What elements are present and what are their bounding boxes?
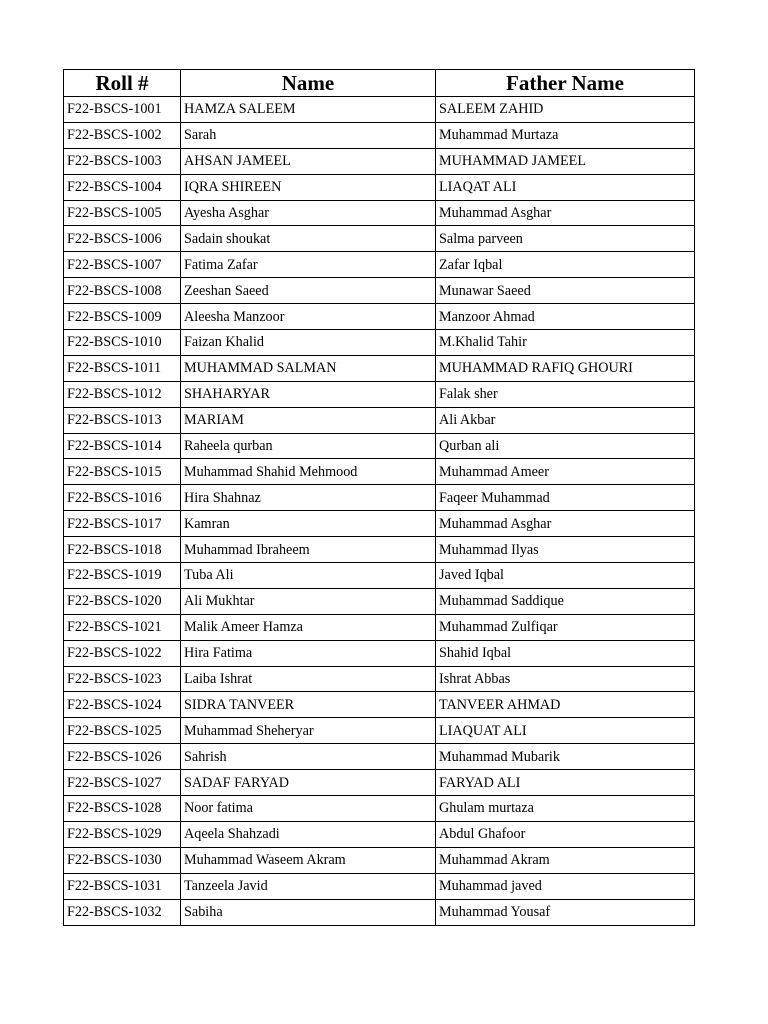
student-name-cell: Sabiha [181,899,436,925]
roll-number-cell: F22-BSCS-1011 [64,355,181,381]
father-name-cell: Abdul Ghafoor [436,821,695,847]
father-name-cell: Muhammad Yousaf [436,899,695,925]
table-row [64,821,695,847]
student-name-cell: SADAF FARYAD [181,770,436,796]
student-name-cell: Malik Ameer Hamza [181,614,436,640]
father-name-column-header: Father Name [436,70,695,97]
roll-number-cell: F22-BSCS-1028 [64,796,181,822]
table-row [64,640,695,666]
student-name-cell: Fatima Zafar [181,252,436,278]
roll-number-cell: F22-BSCS-1017 [64,511,181,537]
student-name-cell: SIDRA TANVEER [181,692,436,718]
roll-number-cell: F22-BSCS-1009 [64,304,181,330]
student-name-cell: Hira Shahnaz [181,485,436,511]
student-name-cell: Sarah [181,122,436,148]
roll-number-cell: F22-BSCS-1031 [64,873,181,899]
student-name-cell: Hira Fatima [181,640,436,666]
roll-number-cell: F22-BSCS-1008 [64,278,181,304]
roll-number-cell: F22-BSCS-1022 [64,640,181,666]
roll-number-cell: F22-BSCS-1010 [64,330,181,356]
roll-number-cell: F22-BSCS-1002 [64,122,181,148]
father-name-cell: Ishrat Abbas [436,666,695,692]
roll-number-cell: F22-BSCS-1013 [64,407,181,433]
father-name-cell: Muhammad Saddique [436,588,695,614]
table-row [64,511,695,537]
father-name-cell: Ali Akbar [436,407,695,433]
student-name-cell: SHAHARYAR [181,381,436,407]
student-name-cell: Muhammad Ibraheem [181,537,436,563]
roll-number-cell: F22-BSCS-1030 [64,847,181,873]
student-roster-table [63,69,695,926]
father-name-cell: Muhammad Zulfiqar [436,614,695,640]
table-row [64,381,695,407]
roll-number-cell: F22-BSCS-1027 [64,770,181,796]
student-name-cell: Muhammad Shahid Mehmood [181,459,436,485]
table-row [64,873,695,899]
father-name-cell: Falak sher [436,381,695,407]
student-name-cell: Zeeshan Saeed [181,278,436,304]
student-name-cell: Muhammad Sheheryar [181,718,436,744]
roll-number-cell: F22-BSCS-1020 [64,588,181,614]
roll-number-cell: F22-BSCS-1012 [64,381,181,407]
student-name-cell: IQRA SHIREEN [181,174,436,200]
father-name-cell: Qurban ali [436,433,695,459]
student-name-cell: Faizan Khalid [181,330,436,356]
student-name-cell: MARIAM [181,407,436,433]
roll-number-cell: F22-BSCS-1023 [64,666,181,692]
table-row [64,200,695,226]
father-name-cell: Salma parveen [436,226,695,252]
father-name-cell: Zafar Iqbal [436,252,695,278]
table-row [64,692,695,718]
student-name-cell: Laiba Ishrat [181,666,436,692]
table-row [64,770,695,796]
table-row [64,459,695,485]
roll-number-cell: F22-BSCS-1001 [64,97,181,123]
student-name-cell: Aqeela Shahzadi [181,821,436,847]
student-name-cell: Raheela qurban [181,433,436,459]
father-name-cell: Manzoor Ahmad [436,304,695,330]
table-row [64,744,695,770]
student-name-cell: Noor fatima [181,796,436,822]
roll-number-cell: F22-BSCS-1032 [64,899,181,925]
table-row [64,122,695,148]
table-row [64,588,695,614]
table-row [64,485,695,511]
name-column-header: Name [181,70,436,97]
table-row [64,355,695,381]
roll-number-cell: F22-BSCS-1003 [64,148,181,174]
student-name-cell: Sahrish [181,744,436,770]
father-name-cell: Ghulam murtaza [436,796,695,822]
father-name-cell: LIAQAT ALI [436,174,695,200]
roll-number-cell: F22-BSCS-1029 [64,821,181,847]
father-name-cell: LIAQUAT ALI [436,718,695,744]
student-roster-sheet [63,69,694,926]
table-body [64,97,695,926]
table-row [64,278,695,304]
roll-number-cell: F22-BSCS-1015 [64,459,181,485]
table-row [64,537,695,563]
student-name-cell: MUHAMMAD SALMAN [181,355,436,381]
roll-number-cell: F22-BSCS-1006 [64,226,181,252]
table-row [64,174,695,200]
student-name-cell: Ayesha Asghar [181,200,436,226]
father-name-cell: MUHAMMAD RAFIQ GHOURI [436,355,695,381]
roll-number-cell: F22-BSCS-1005 [64,200,181,226]
table-row [64,796,695,822]
father-name-cell: Muhammad Asghar [436,200,695,226]
table-row [64,666,695,692]
roll-number-cell: F22-BSCS-1014 [64,433,181,459]
table-row [64,407,695,433]
table-header-row [64,70,695,97]
roll-number-cell: F22-BSCS-1025 [64,718,181,744]
father-name-cell: FARYAD ALI [436,770,695,796]
father-name-cell: Muhammad javed [436,873,695,899]
father-name-cell: M.Khalid Tahir [436,330,695,356]
roll-number-cell: F22-BSCS-1024 [64,692,181,718]
roll-number-cell: F22-BSCS-1016 [64,485,181,511]
table-row [64,433,695,459]
table-row [64,718,695,744]
father-name-cell: Javed Iqbal [436,563,695,589]
roll-number-cell: F22-BSCS-1021 [64,614,181,640]
father-name-cell: Muhammad Ilyas [436,537,695,563]
father-name-cell: Muhammad Ameer [436,459,695,485]
roll-column-header: Roll # [64,70,181,97]
table-row [64,847,695,873]
student-name-cell: Tanzeela Javid [181,873,436,899]
table-row [64,252,695,278]
student-name-cell: HAMZA SALEEM [181,97,436,123]
table-row [64,97,695,123]
father-name-cell: Muhammad Mubarik [436,744,695,770]
roll-number-cell: F22-BSCS-1018 [64,537,181,563]
student-name-cell: Ali Mukhtar [181,588,436,614]
table-row [64,899,695,925]
father-name-cell: MUHAMMAD JAMEEL [436,148,695,174]
father-name-cell: TANVEER AHMAD [436,692,695,718]
student-name-cell: Sadain shoukat [181,226,436,252]
father-name-cell: Shahid Iqbal [436,640,695,666]
student-name-cell: Tuba Ali [181,563,436,589]
table-row [64,304,695,330]
table-row [64,330,695,356]
student-name-cell: Kamran [181,511,436,537]
father-name-cell: Faqeer Muhammad [436,485,695,511]
table-row [64,226,695,252]
father-name-cell: Muhammad Akram [436,847,695,873]
roll-number-cell: F22-BSCS-1026 [64,744,181,770]
father-name-cell: Munawar Saeed [436,278,695,304]
father-name-cell: Muhammad Asghar [436,511,695,537]
father-name-cell: Muhammad Murtaza [436,122,695,148]
student-name-cell: AHSAN JAMEEL [181,148,436,174]
table-row [64,563,695,589]
roll-number-cell: F22-BSCS-1007 [64,252,181,278]
table-row [64,614,695,640]
student-name-cell: Aleesha Manzoor [181,304,436,330]
table-row [64,148,695,174]
roll-number-cell: F22-BSCS-1004 [64,174,181,200]
father-name-cell: SALEEM ZAHID [436,97,695,123]
student-name-cell: Muhammad Waseem Akram [181,847,436,873]
roll-number-cell: F22-BSCS-1019 [64,563,181,589]
